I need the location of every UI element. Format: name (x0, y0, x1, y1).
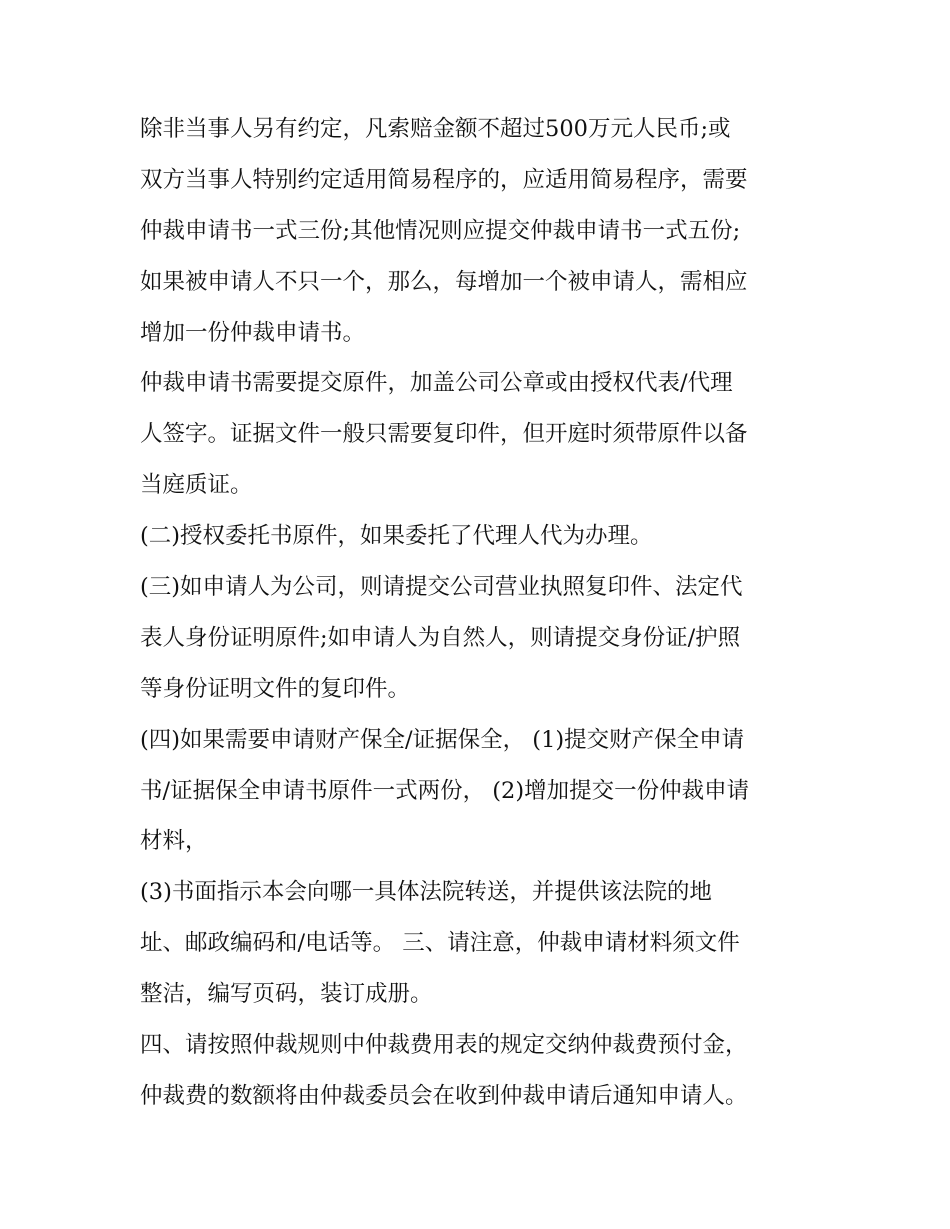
text-line: 书/证据保全申请书原件一式两份， (2)增加提交一份仲裁申请 (140, 777, 750, 804)
text-line: 表人身份证明原件;如申请人为自然人，则请提交身份证/护照 (140, 624, 741, 651)
text-line: 如果被申请人不只一个，那么，每增加一个被申请人，需相应 (140, 268, 748, 295)
text-line: 双方当事人特别约定适用简易程序的，应适用简易程序，需要 (140, 166, 748, 193)
text-line: 址、邮政编码和/电话等。 三、请注意，仲裁申请材料须文件 (140, 930, 740, 957)
text-line: 材料， (140, 828, 208, 855)
text-line: 除非当事人另有约定，凡索赔金额不超过500万元人民币;或 (140, 116, 731, 142)
text-line: 增加一份仲裁申请书。 (140, 319, 366, 346)
text-line: 等身份证明文件的复印件。 (140, 675, 411, 702)
text-line: 仲裁申请书一式三份;其他情况则应提交仲裁申请书一式五份; (140, 217, 741, 244)
text-line: 当庭质证。 (140, 472, 253, 499)
text-line: 仲裁费的数额将由仲裁委员会在收到仲裁申请后通知申请人。 (140, 1082, 748, 1109)
text-line: 四、请按照仲裁规则中仲裁费用表的规定交纳仲裁费预付金， (140, 1032, 748, 1059)
text-line: (三)如申请人为公司，则请提交公司营业执照复印件、法定代 (140, 574, 743, 601)
text-line: (3)书面指示本会向哪一具体法院转送，并提供该法院的地 (140, 879, 712, 906)
text-line: (四)如果需要申请财产保全/证据保全， (1)提交财产保全申请 (140, 726, 745, 753)
text-line: 整洁，编写页码，装订成册。 (140, 981, 433, 1008)
text-line: 仲裁申请书需要提交原件，加盖公司公章或由授权代表/代理 (140, 370, 733, 397)
text-line: 人签字。证据文件一般只需要复印件，但开庭时须带原件以备 (140, 421, 748, 448)
document-body (140, 104, 820, 1122)
text-line: (二)授权委托书原件，如果委托了代理人代为办理。 (140, 523, 653, 550)
